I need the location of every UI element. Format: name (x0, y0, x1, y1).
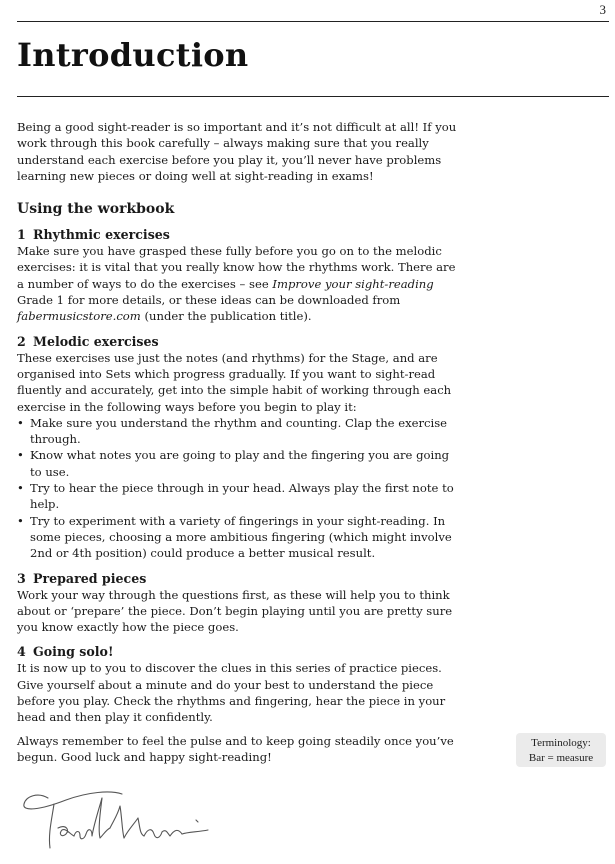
rhythmic-exercises-text (17, 243, 457, 324)
list-item: • Make sure you understand the rhythm and counting. Clap the exercise through. (17, 415, 457, 448)
prepared-pieces-heading (17, 570, 457, 587)
melodic-exercises-number: 2 (17, 333, 26, 349)
book-title-reference: Improve your sight-reading (272, 276, 434, 291)
page-title: Introduction (17, 36, 249, 74)
list-item: • Know what notes you are going to play and the fingering you are going to use. (17, 447, 457, 480)
melodic-exercises-title: Melodic exercises (33, 333, 159, 349)
rhythmic-exercises-title: Rhythmic exercises (33, 227, 170, 243)
prepared-pieces-section (17, 570, 457, 636)
intro-paragraph: Being a good sight-reader is so important and it’s not difficult at all! If you work through this book carefully – always making sure that you really understand each exercise before you play it, you’ll never have problems learning new pieces or doing well at sight-reading in exams! (17, 120, 457, 183)
top-rule (17, 21, 609, 22)
rhythmic-text-part-1: Make sure you have grasped these fully before you go on to the melodic exercises: it is vital that you really know how the rhythms work. There are a number of ways to do the exercises – see (17, 244, 456, 291)
terminology-value: Bar = measure (528, 751, 594, 764)
rhythmic-text-part-2: Grade 1 for more details, or these ideas can be downloaded from (17, 293, 401, 308)
terminology-label: Terminology: (531, 737, 591, 749)
rhythmic-text-part-3: (under the publication title). (140, 309, 312, 324)
prepared-pieces-number: 3 (17, 570, 26, 586)
going-solo-section (17, 643, 457, 765)
main-content (17, 119, 457, 773)
terminology-note (516, 733, 606, 767)
rhythmic-exercises-heading (17, 226, 457, 243)
website-reference: fabermusicstore.com (17, 309, 141, 324)
closing-paragraph: Always remember to feel the pulse and to keep going steadily once you’ve begun. Good luck and happy sight-reading! (17, 733, 454, 764)
page-number: 3 (599, 2, 606, 17)
melodic-exercises-section (17, 333, 457, 562)
rhythmic-exercises-section (17, 226, 457, 324)
going-solo-number: 4 (17, 644, 26, 660)
prepared-pieces-title: Prepared pieces (33, 570, 147, 586)
rhythmic-exercises-number: 1 (17, 227, 26, 243)
list-item: • Try to experiment with a variety of fingerings in your sight-reading. In some pieces, choosing a more ambitious fingering (which might involve 2nd or 4th position) could produce a better musical result. (17, 513, 457, 562)
melodic-tips-list (17, 415, 457, 562)
signature-image (18, 784, 228, 856)
list-item: • Try to hear the piece through in your head. Always play the first note to help. (17, 480, 457, 513)
going-solo-heading (17, 643, 457, 660)
title-rule (17, 96, 609, 97)
going-solo-title: Going solo! (33, 644, 114, 660)
melodic-exercises-text: These exercises use just the notes (and rhythms) for the Stage, and are organised into Sets which progress gradually. If you want to sight-read fluently and accurately, get into the simple habit of working through each exercise in the following ways before you begin to play it: (17, 350, 452, 414)
melodic-exercises-heading (17, 333, 457, 350)
prepared-pieces-text: Work your way through the questions first, as these will help you to think about or ‘prepare’ the piece. Don’t begin playing until you are pretty sure you know exactly how the piece goes. (17, 587, 453, 635)
section-heading: Using the workbook (17, 201, 175, 218)
going-solo-text: It is now up to you to discover the clues in this series of practice pieces. Give yourself about a minute and do your best to understand the piece before you play. Check the rhythms and fingering, hear the piece in your head and then play it confidently. (17, 661, 446, 725)
